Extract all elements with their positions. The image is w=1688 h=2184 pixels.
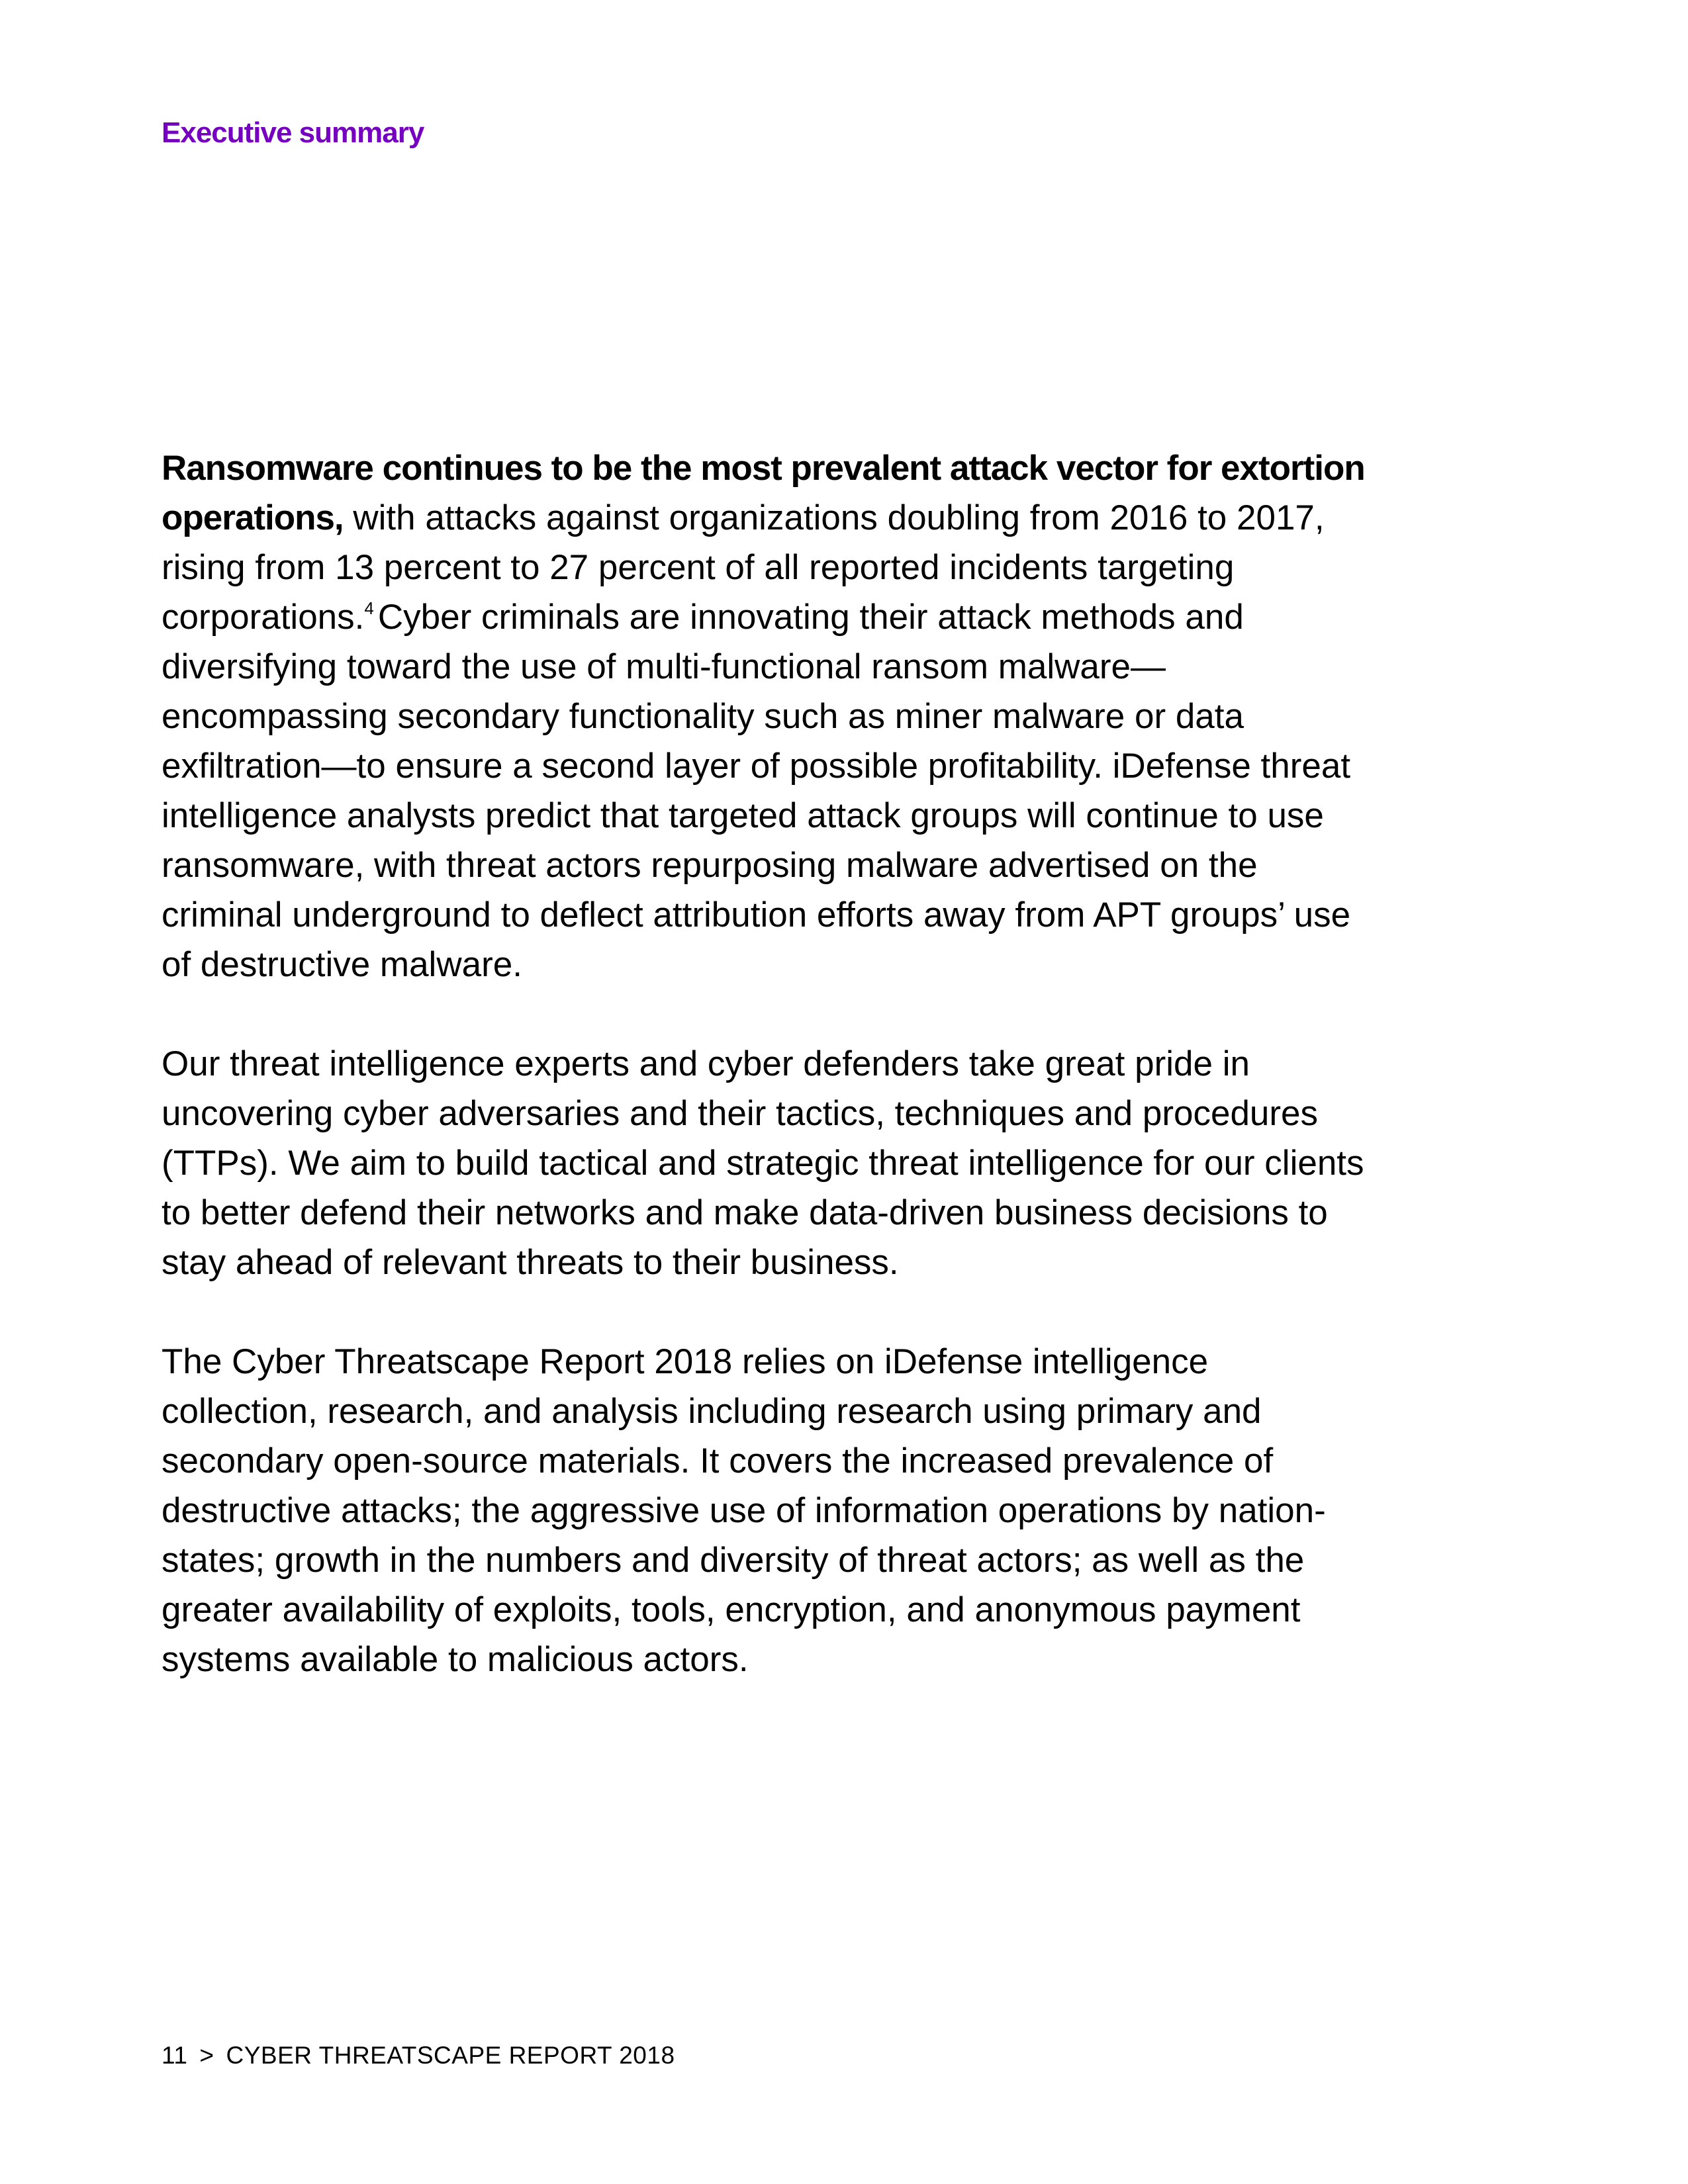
paragraph-threat-intelligence: Our threat intelligence experts and cyber defenders take great pride in uncovering cyber adversaries and their tactics, techniques and procedures (TTPs). We aim to build tactical and strategic threat intelligence for our clients to better defend their networks and make data-driven business decisions to stay ahead of relevant threats to their business. xyxy=(162,1044,1364,1282)
paragraph-report-scope: The Cyber Threatscape Report 2018 relies on iDefense intelligence collection, research, and analysis including research using primary and secondary open-source materials. It covers the increased prevalence of destructive attacks; the aggressive use of information operations by nation-states; growth in the numbers and diversity of threat actors; as well as the greater availability of exploits, tools, encryption, and anonymous payment systems available to malicious actors. xyxy=(162,1342,1326,1679)
page-number: 11 xyxy=(162,2042,188,2069)
section-label: Executive summary xyxy=(162,116,424,149)
footnote-ref[interactable]: 4 xyxy=(364,598,374,618)
body-text xyxy=(162,443,1366,1734)
report-title: CYBER THREATSCAPE REPORT 2018 xyxy=(226,2042,675,2069)
paragraph-text: Cyber criminals are innovating their attack methods and diversifying toward the use of multi-functional ransom malware—encompassing secondary functionality such as miner malware or data exfiltration—to ensure a second layer of possible profitability. iDefense threat intelligence analysts predict that targeted attack groups will continue to use ransomware, with threat actors repurposing malware advertised on the criminal underground to deflect attribution efforts away from APT groups’ use of destructive malware. xyxy=(162,598,1351,984)
paragraph-text: with attacks against organizations doubling from 2016 to 2017, rising from 13 percent to 27 percent of all reported incidents targeting corporations. xyxy=(162,498,1325,637)
lead-in-bold: Ransomware continues to be the most prevalent attack vector for extortion operations, xyxy=(162,449,1365,537)
page-footer xyxy=(162,2042,675,2070)
footer-separator: > xyxy=(199,2042,214,2069)
paragraph-ransomware xyxy=(162,443,1366,989)
